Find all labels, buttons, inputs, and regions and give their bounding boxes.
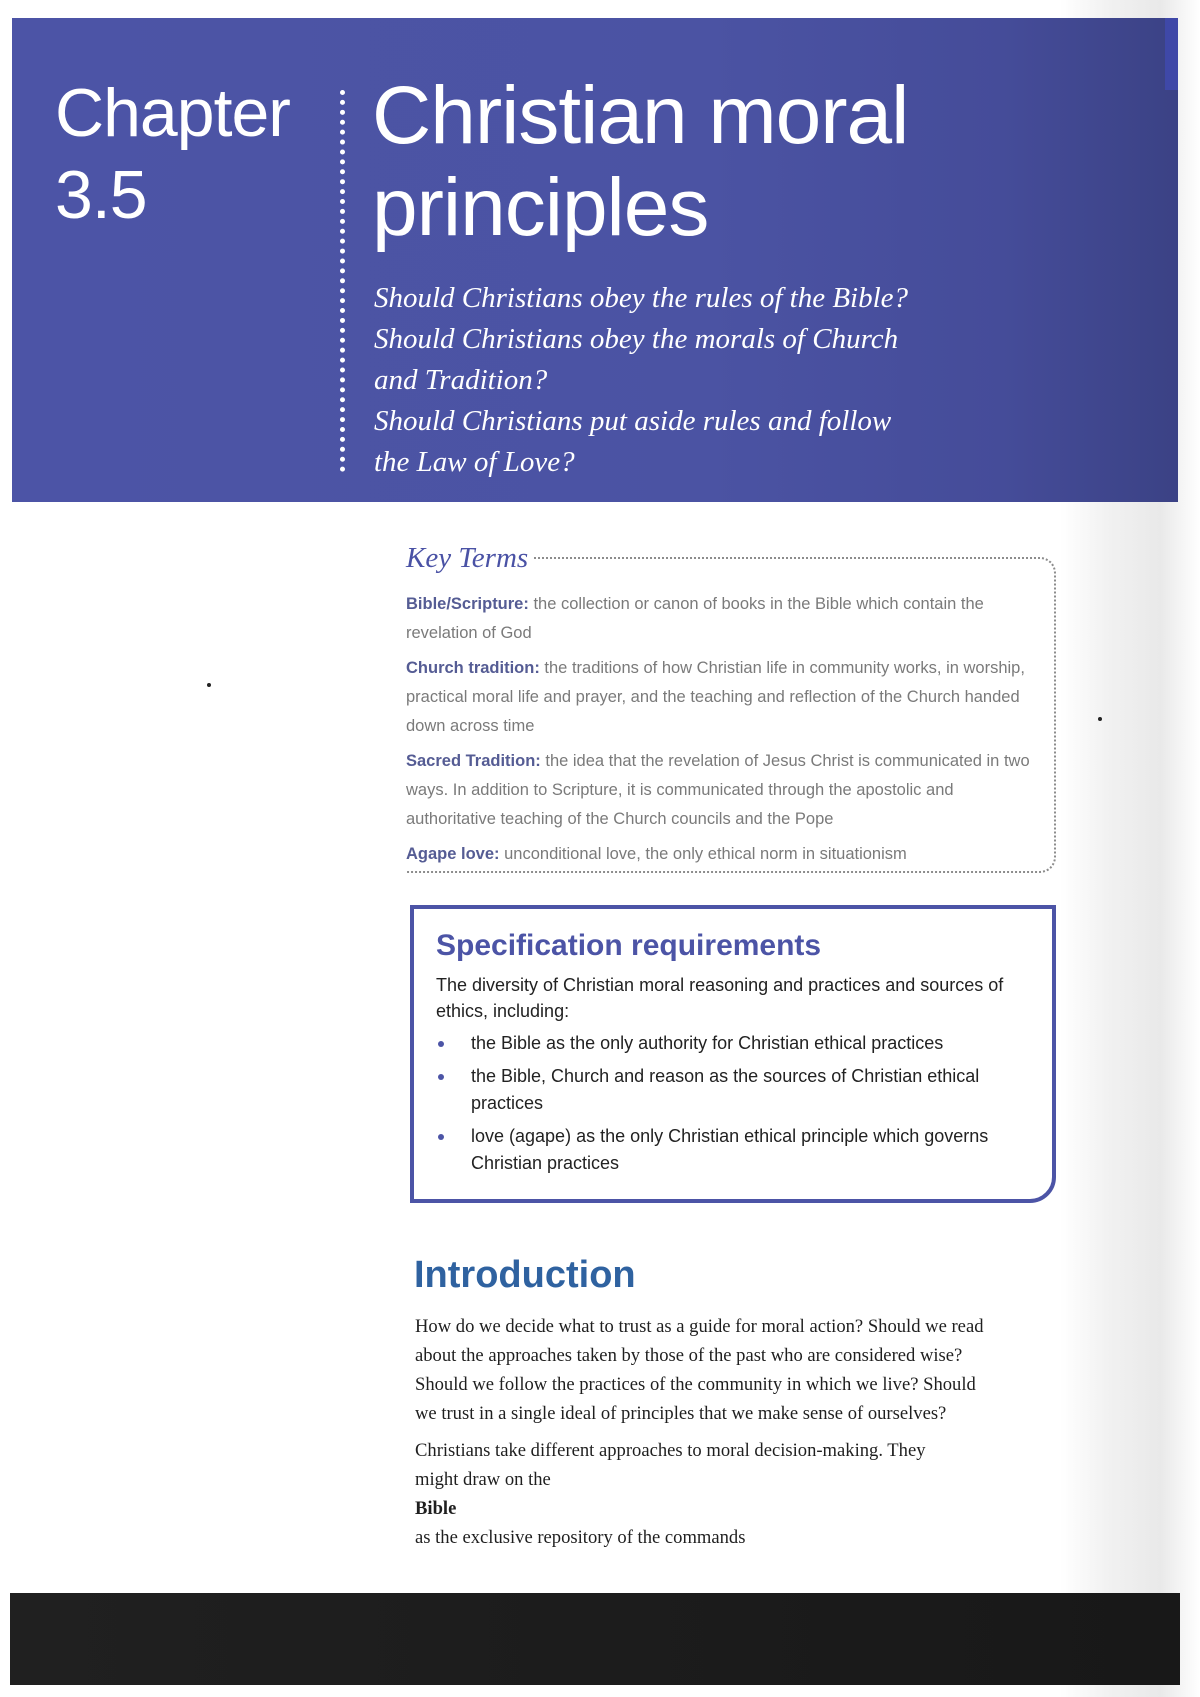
key-term-name: Church tradition:	[406, 659, 540, 677]
specification-item-text: love (agape) as the only Christian ethical principle which governs Christian practices	[471, 1126, 989, 1173]
specification-list-item	[436, 1063, 1036, 1117]
specification-list-item	[436, 1123, 1036, 1177]
introduction-heading: Introduction	[414, 1254, 636, 1296]
paragraph-line: about the approaches taken by those of the past who are considered wise?	[415, 1345, 963, 1366]
question-line: Should Christians put aside rules and follow	[374, 405, 892, 437]
chapter-number: 3.5	[55, 157, 147, 233]
header-edge-accent	[1165, 18, 1178, 90]
question-line: and Tradition?	[374, 364, 548, 396]
chapter-title-line-2: principles	[372, 162, 709, 253]
key-term-definition: unconditional love, the only ethical norm in situationism	[504, 845, 907, 863]
bullet-icon	[438, 1074, 444, 1080]
bullet-icon	[438, 1134, 444, 1140]
chapter-questions	[374, 278, 1114, 483]
key-term-definition: the collection or canon of books in the Bible which contain the revelation of God	[406, 595, 984, 642]
key-terms-title: Key Terms	[406, 540, 532, 576]
paragraph-line: Should we follow the practices of the community in which we live? Should	[415, 1374, 976, 1395]
key-term	[406, 590, 1036, 648]
paragraph-text: might draw on the	[415, 1469, 551, 1490]
scan-speck	[1098, 717, 1102, 721]
paragraph-line	[415, 1465, 1070, 1552]
key-term-definition: the idea that the revelation of Jesus Christ is communicated in two ways. In addition to Scripture, it is communicated through the apostolic and authoritative teaching of the Church councils and the Pope	[406, 752, 1030, 828]
chapter-label	[55, 72, 315, 236]
key-term-name: Bible/Scripture:	[406, 595, 529, 613]
bible-bold-term: Bible	[415, 1498, 457, 1519]
introduction-paragraph-1	[415, 1312, 1070, 1428]
specification-list-item	[436, 1030, 1036, 1057]
specification-list	[436, 1030, 1036, 1183]
header-dotted-divider	[340, 90, 345, 472]
specification-item-text: the Bible, Church and reason as the sources of Christian ethical practices	[471, 1066, 980, 1113]
key-term	[406, 747, 1036, 834]
question-line: the Law of Love?	[374, 446, 575, 478]
paragraph-text: as the exclusive repository of the commands	[415, 1527, 746, 1548]
question-line: Should Christians obey the morals of Church	[374, 323, 899, 355]
specification-title: Specification requirements	[436, 929, 822, 962]
paragraph-line: Christians take different approaches to moral decision-making. They	[415, 1440, 926, 1461]
key-terms-box	[406, 540, 1056, 874]
key-term-name: Agape love:	[406, 845, 500, 863]
key-term-name: Sacred Tradition:	[406, 752, 541, 770]
scan-speck	[207, 683, 211, 687]
bullet-icon	[438, 1041, 444, 1047]
paragraph-line: we trust in a single ideal of principles that we make sense of ourselves?	[415, 1403, 947, 1424]
specification-requirements-box	[410, 905, 1056, 1203]
paragraph-line: How do we decide what to trust as a guide for moral action? Should we read	[415, 1316, 984, 1337]
introduction-paragraph-2	[415, 1436, 1070, 1552]
key-term-definition: the traditions of how Christian life in community works, in worship, practical moral life and prayer, and the teaching and reflection of the Church handed down across time	[406, 659, 1025, 735]
question-line: Should Christians obey the rules of the Bible?	[374, 282, 909, 314]
specification-intro: The diversity of Christian moral reasoning and practices and sources of ethics, including:	[436, 975, 1004, 1021]
key-term	[406, 840, 1036, 869]
key-terms-list	[406, 590, 1036, 875]
specification-item-text: the Bible as the only authority for Christian ethical practices	[471, 1033, 944, 1053]
chapter-word: Chapter	[55, 75, 290, 151]
page-footer-bar	[10, 1593, 1180, 1685]
key-term	[406, 654, 1036, 741]
chapter-title	[372, 70, 1152, 254]
chapter-title-line-1: Christian moral	[372, 70, 909, 161]
